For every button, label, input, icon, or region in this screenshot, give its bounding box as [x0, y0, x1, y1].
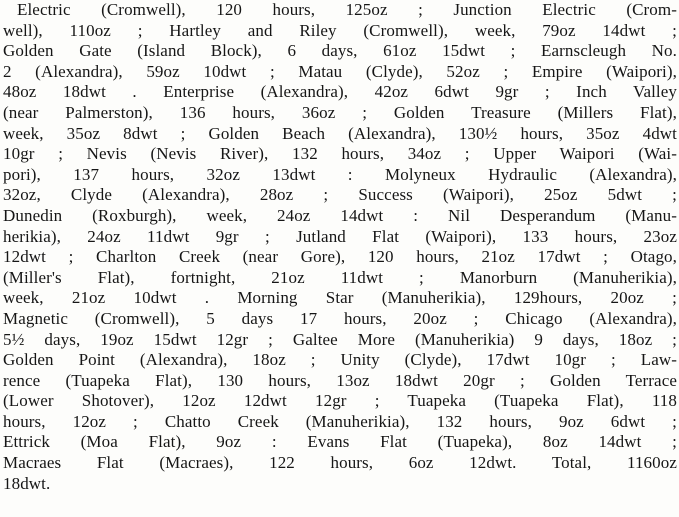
- text-line-13: 12dwt ; Charlton Creek (near Gore), 120 hours, 21oz 17dwt ; Otago,: [3, 247, 677, 267]
- gold-returns-paragraph: [3, 0, 677, 494]
- text-line-14: (Miller's Flat), fortnight, 21oz 11dwt ; Manorburn (Manuherikia),: [3, 267, 677, 287]
- text-line-1: Electric (Cromwell), 120 hours, 125oz ; Junction Electric (Crom-: [17, 0, 677, 19]
- text-line-10: 32oz, Clyde (Alexandra), 28oz ; Success (Waipori), 25oz 5dwt ;: [3, 185, 677, 205]
- text-line-5: 48oz 18dwt . Enterprise (Alexandra), 42oz 6dwt 9gr ; Inch Valley: [3, 82, 677, 102]
- text-line-8: 10gr ; Nevis (Nevis River), 132 hours, 34oz ; Upper Waipori (Wai-: [3, 144, 677, 164]
- text-line-15: week, 21oz 10dwt . Morning Star (Manuherikia), 129hours, 20oz ;: [3, 288, 677, 308]
- text-line-9: pori), 137 hours, 32oz 13dwt : Molyneux Hydraulic (Alexandra),: [3, 164, 677, 184]
- text-line-19: rence (Tuapeka Flat), 130 hours, 13oz 18dwt 20gr ; Golden Terrace: [3, 370, 677, 390]
- text-line-7: week, 35oz 8dwt ; Golden Beach (Alexandra), 130½ hours, 35oz 4dwt: [3, 123, 677, 143]
- text-line-17: 5½ days, 19oz 15dwt 12gr ; Galtee More (Manuherikia) 9 days, 18oz ;: [3, 329, 677, 349]
- text-line-3: Golden Gate (Island Block), 6 days, 61oz 15dwt ; Earnscleugh No.: [3, 41, 677, 61]
- text-line-24: 18dwt.: [3, 473, 51, 493]
- text-line-11: Dunedin (Roxburgh), week, 24oz 14dwt : Nil Desperandum (Manu-: [3, 205, 677, 225]
- text-line-4: 2 (Alexandra), 59oz 10dwt ; Matau (Clyde), 52oz ; Empire (Waipori),: [3, 61, 677, 81]
- text-line-6: (near Palmerston), 136 hours, 36oz ; Golden Treasure (Millers Flat),: [3, 102, 677, 122]
- text-line-2: well), 110oz ; Hartley and Riley (Cromwell), week, 79oz 14dwt ;: [3, 20, 677, 40]
- text-line-22: Ettrick (Moa Flat), 9oz : Evans Flat (Tuapeka), 8oz 14dwt ;: [3, 432, 677, 452]
- text-line-21: hours, 12oz ; Chatto Creek (Manuherikia), 132 hours, 9oz 6dwt ;: [3, 411, 677, 431]
- text-line-20: (Lower Shotover), 12oz 12dwt 12gr ; Tuapeka (Tuapeka Flat), 118: [3, 391, 677, 411]
- text-line-12: herikia), 24oz 11dwt 9gr ; Jutland Flat (Waipori), 133 hours, 23oz: [3, 226, 677, 246]
- text-line-16: Magnetic (Cromwell), 5 days 17 hours, 20oz ; Chicago (Alexandra),: [3, 308, 677, 328]
- text-line-18: Golden Point (Alexandra), 18oz ; Unity (Clyde), 17dwt 10gr ; Law-: [3, 350, 677, 370]
- text-line-23: Macraes Flat (Macraes), 122 hours, 6oz 12dwt. Total, 1160oz: [3, 453, 677, 473]
